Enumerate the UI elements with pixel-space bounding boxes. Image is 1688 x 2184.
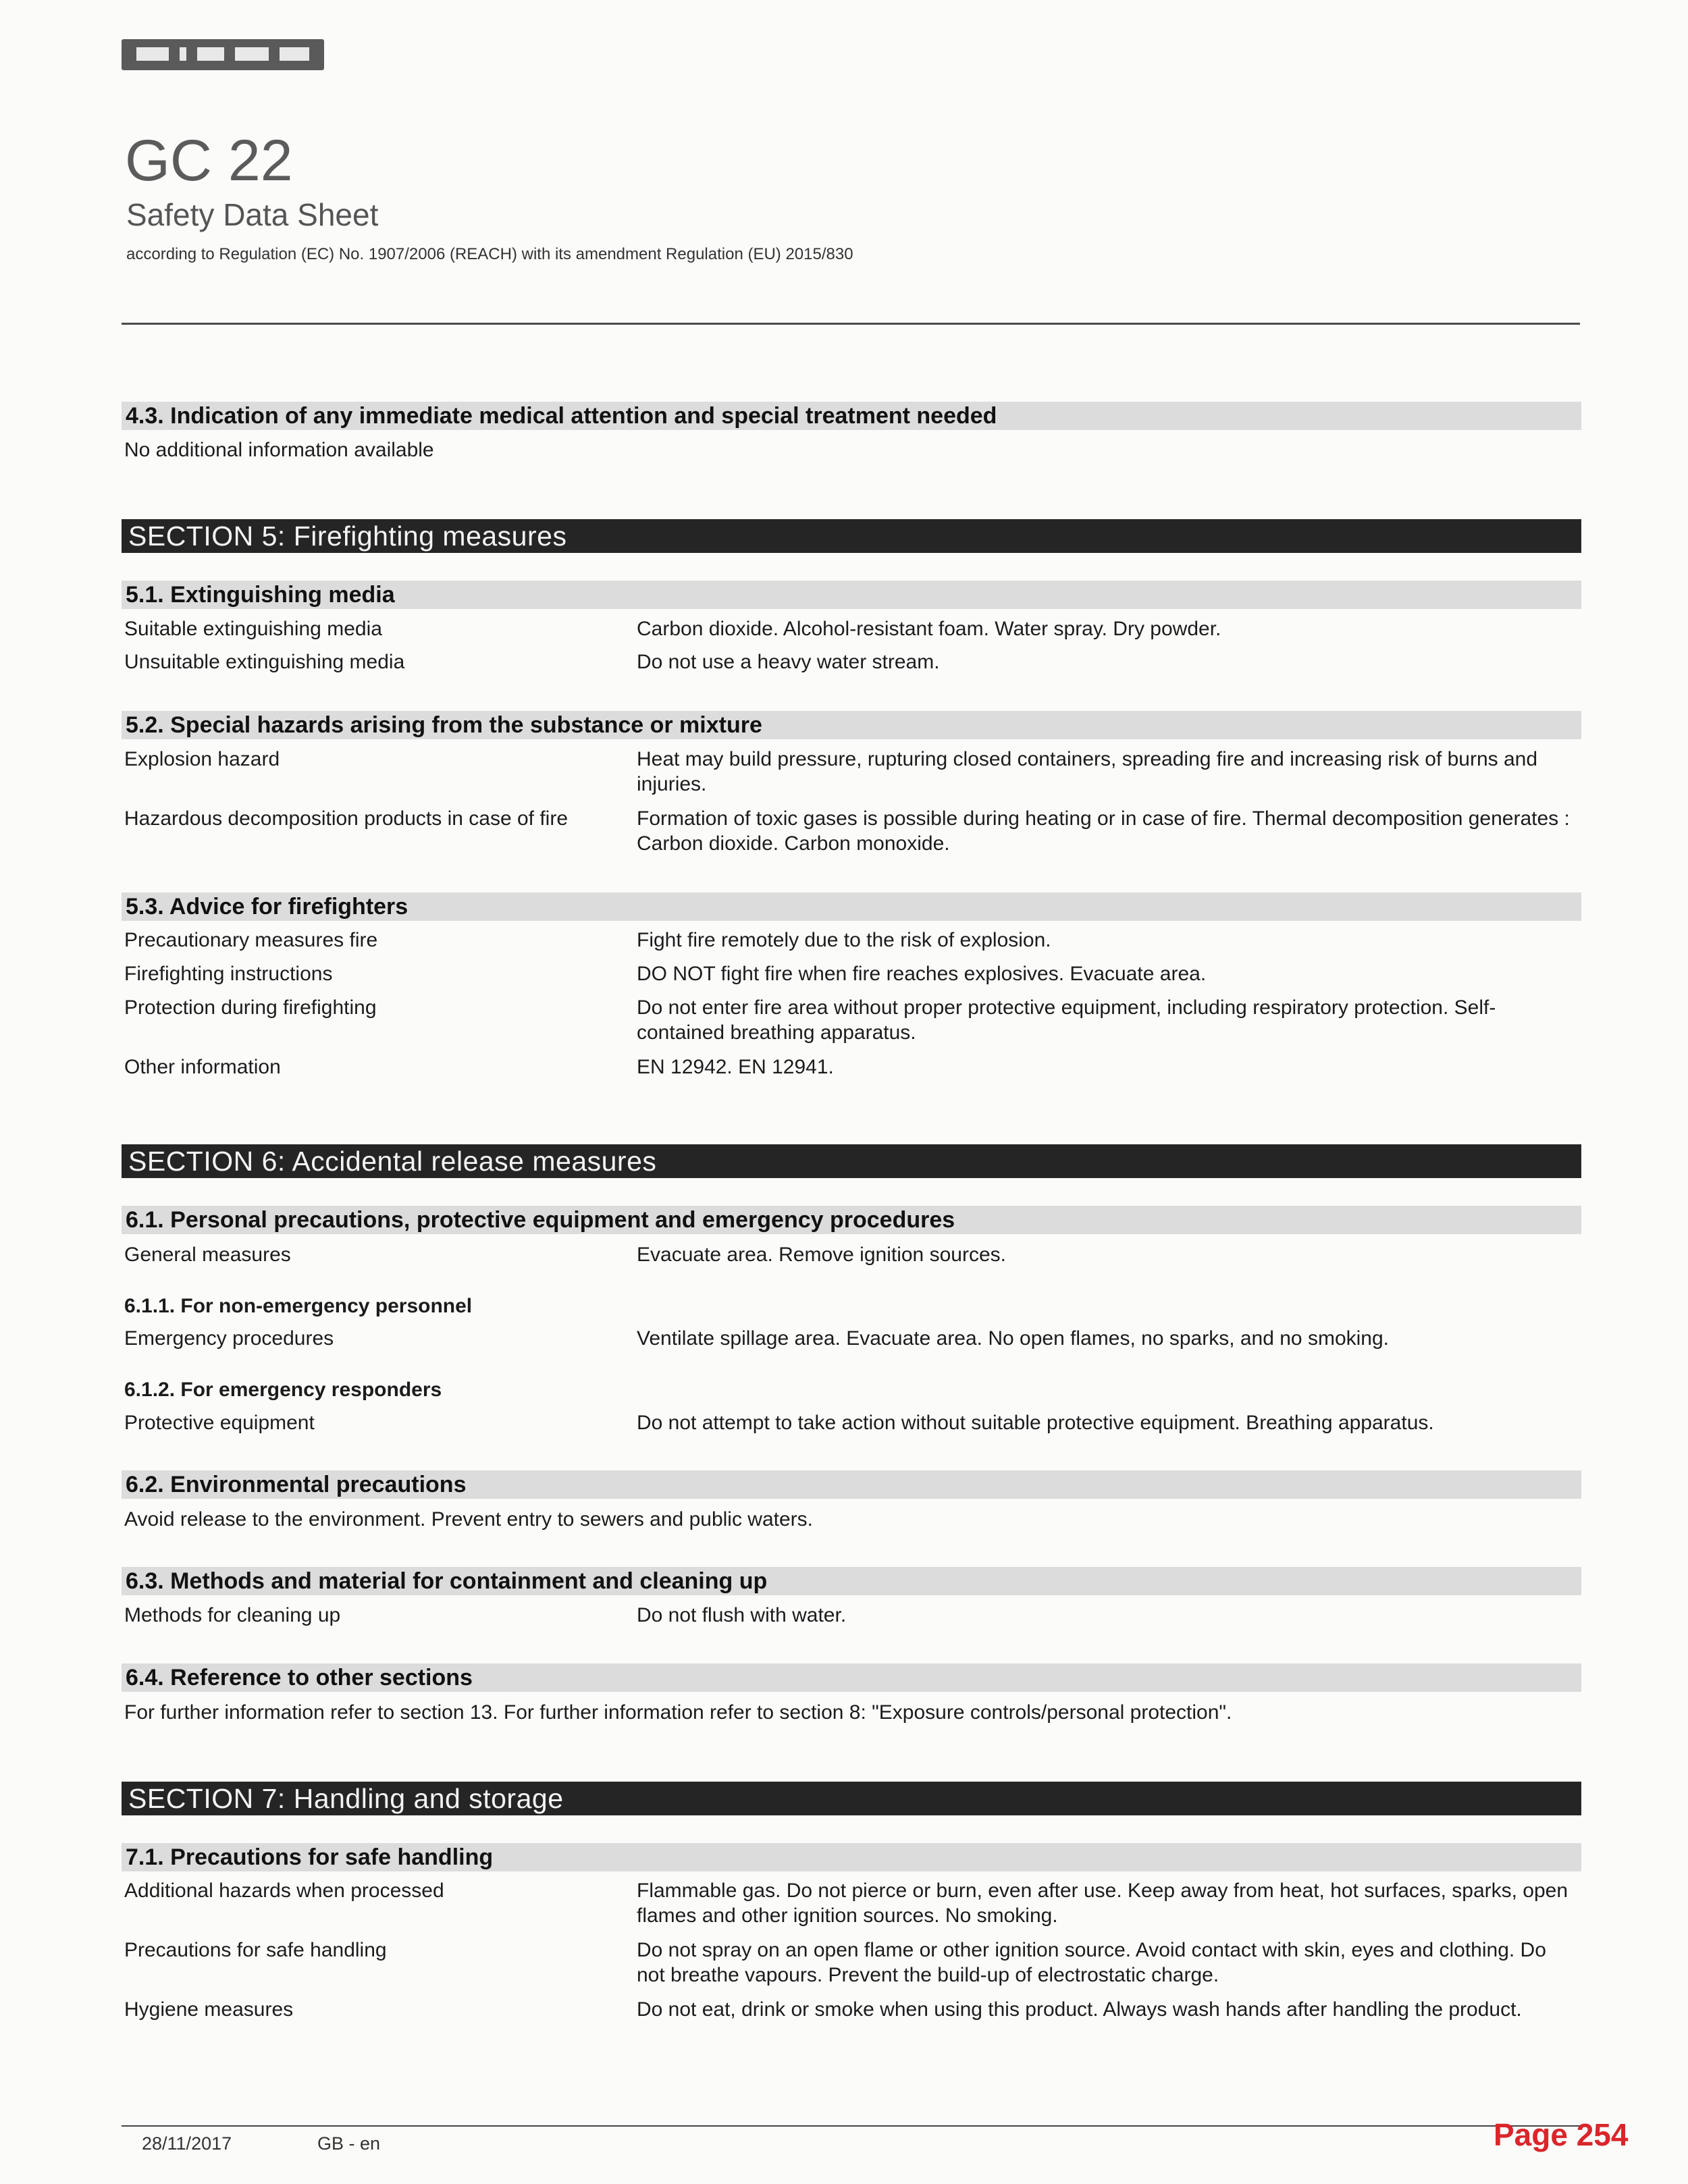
cleaning-methods-label: Methods for cleaning up <box>124 1604 341 1626</box>
unsuitable-media-value: Do not use a heavy water stream. <box>637 651 940 673</box>
suitable-media-label: Suitable extinguishing media <box>124 618 382 640</box>
additional-hazards-label: Additional hazards when processed <box>124 1880 444 1902</box>
section-7-title: SECTION 7: Handling and storage <box>122 1782 1581 1815</box>
other-information-label: Other information <box>124 1056 281 1078</box>
precautionary-fire-label: Precautionary measures fire <box>124 929 378 951</box>
subsection-6-2-heading: 6.2. Environmental precautions <box>122 1470 1581 1499</box>
explosion-hazard-value: Heat may build pressure, rupturing closed containers, spreading fire and increasing risk of burns and injuries. <box>637 748 1538 795</box>
protective-equipment-value: Do not attempt to take action without suitable protective equipment. Breathing apparatus. <box>637 1412 1434 1434</box>
hygiene-measures-label: Hygiene measures <box>124 1998 294 2021</box>
subsection-6-4-text: For further information refer to section 13. For further information refer to section 8: "Exposure controls/personal protection". <box>124 1701 1232 1724</box>
footer-date: 28/11/2017 <box>142 2133 232 2154</box>
subsection-7-1-heading: 7.1. Precautions for safe handling <box>122 1843 1581 1871</box>
decomposition-products-label: Hazardous decomposition products in case of fire <box>124 807 569 830</box>
cleaning-methods-value: Do not flush with water. <box>637 1604 847 1626</box>
document-subtitle: Safety Data Sheet <box>126 197 379 232</box>
protective-equipment-label: Protective equipment <box>124 1412 315 1434</box>
emergency-procedures-value: Ventilate spillage area. Evacuate area. No open flames, no sparks, and no smoking. <box>637 1327 1389 1350</box>
firefighting-instructions-value: DO NOT fight fire when fire reaches explosives. Evacuate area. <box>637 963 1207 985</box>
subsection-6-2-text: Avoid release to the environment. Prevent entry to sewers and public waters. <box>124 1508 813 1530</box>
subsection-6-1-1-heading: 6.1.1. For non-emergency personnel <box>124 1295 473 1317</box>
safe-handling-label: Precautions for safe handling <box>124 1939 387 1961</box>
protection-firefighting-label: Protection during firefighting <box>124 996 377 1019</box>
decomposition-products-value: Formation of toxic gases is possible during heating or in case of fire. Thermal decomposition generates : Carbon dioxide. Carbon monoxide. <box>637 807 1570 855</box>
section-6-title: SECTION 6: Accidental release measures <box>122 1144 1581 1178</box>
general-measures-value: Evacuate area. Remove ignition sources. <box>637 1244 1006 1266</box>
footer-divider <box>122 2125 1580 2127</box>
hilti-logo <box>122 39 324 70</box>
section-5-title: SECTION 5: Firefighting measures <box>122 519 1581 553</box>
subsection-5-1-heading: 5.1. Extinguishing media <box>122 581 1581 609</box>
hygiene-measures-value: Do not eat, drink or smoke when using this product. Always wash hands after handling the product. <box>637 1998 1522 2021</box>
footer-language: GB - en <box>317 2133 381 2154</box>
subsection-6-4-heading: 6.4. Reference to other sections <box>122 1663 1581 1692</box>
suitable-media-value: Carbon dioxide. Alcohol-resistant foam. Water spray. Dry powder. <box>637 618 1221 640</box>
precautionary-fire-value: Fight fire remotely due to the risk of explosion. <box>637 929 1051 951</box>
subsection-6-1-heading: 6.1. Personal precautions, protective equipment and emergency procedures <box>122 1206 1581 1234</box>
other-information-value: EN 12942. EN 12941. <box>637 1056 834 1078</box>
page-number: Page 254 <box>1494 2117 1629 2152</box>
subsection-5-3-heading: 5.3. Advice for firefighters <box>122 893 1581 921</box>
subsection-4-3-heading: 4.3. Indication of any immediate medical attention and special treatment needed <box>122 402 1581 430</box>
firefighting-instructions-label: Firefighting instructions <box>124 963 333 985</box>
subsection-4-3-text: No additional information available <box>124 439 434 461</box>
product-title: GC 22 <box>125 128 293 193</box>
general-measures-label: General measures <box>124 1244 291 1266</box>
subsection-5-2-heading: 5.2. Special hazards arising from the substance or mixture <box>122 711 1581 739</box>
regulation-note: according to Regulation (EC) No. 1907/2006 (REACH) with its amendment Regulation (EU) 2015/830 <box>126 245 853 263</box>
emergency-procedures-label: Emergency procedures <box>124 1327 334 1350</box>
additional-hazards-value: Flammable gas. Do not pierce or burn, even after use. Keep away from heat, hot surfaces, sparks, open flames and other ignition sources. No smoking. <box>637 1880 1568 1927</box>
subsection-6-1-2-heading: 6.1.2. For emergency responders <box>124 1379 442 1401</box>
safe-handling-value: Do not spray on an open flame or other ignition source. Avoid contact with skin, eyes and clothing. Do not breathe vapours. Prevent the build-up of electrostatic charge. <box>637 1939 1546 1986</box>
protection-firefighting-value: Do not enter fire area without proper protective equipment, including respiratory protection. Self-contained breathing apparatus. <box>637 996 1496 1044</box>
unsuitable-media-label: Unsuitable extinguishing media <box>124 651 405 673</box>
explosion-hazard-label: Explosion hazard <box>124 748 280 770</box>
header-divider <box>122 323 1580 325</box>
subsection-6-3-heading: 6.3. Methods and material for containment and cleaning up <box>122 1567 1581 1595</box>
